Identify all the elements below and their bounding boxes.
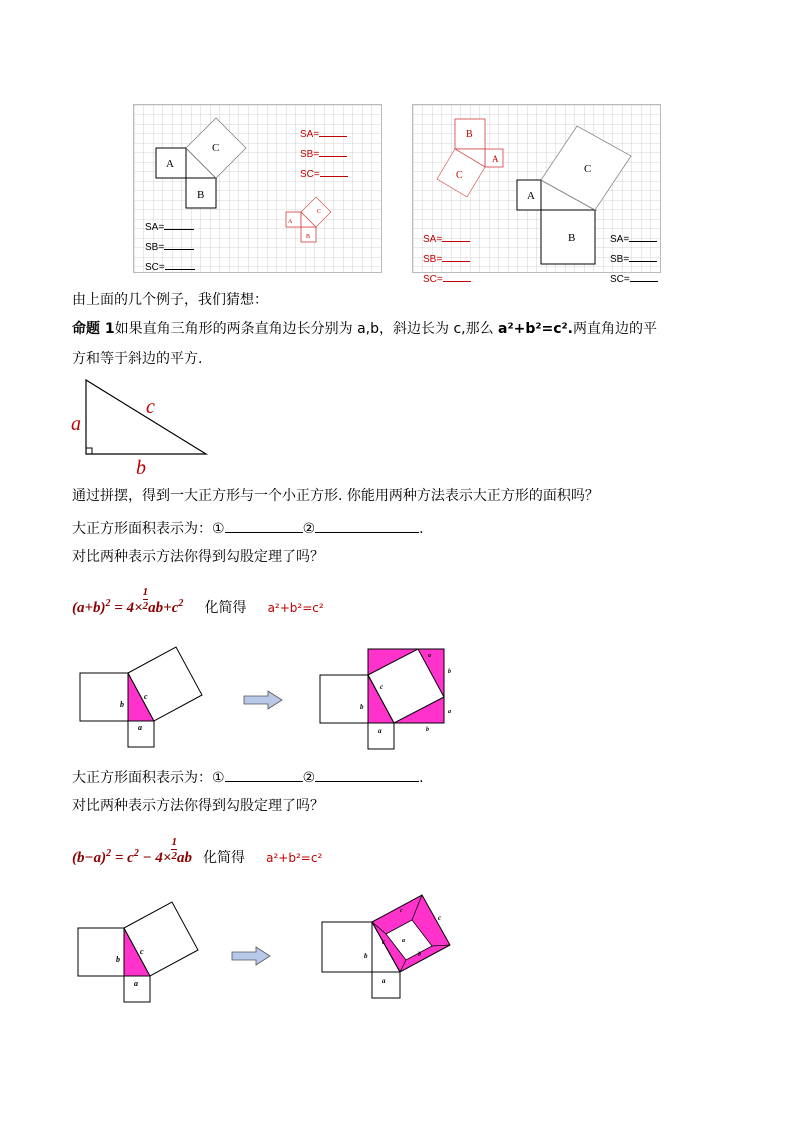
frac-1: $\frac{1}{2}$ [142,586,149,612]
sa-label-3: SA= [610,234,630,245]
fig4-label-a-mid: a [402,938,405,944]
area-list-left-2 [423,227,471,287]
compare-line-2: 对比两种表示方法你得到勾股定理了吗？ [72,798,324,814]
label-B: B [197,189,205,201]
area-list-left [145,215,195,275]
label-A-2: A [527,190,535,202]
proof-figure-1-left [78,641,210,753]
fig4-label-c-left: c [382,938,386,946]
circle-2: ② [302,521,316,537]
sc-label-2: SC= [145,262,165,273]
area-expr-label: 大正方形面积表示为： [72,521,212,537]
tri-label-a: a [71,413,81,435]
sc-label: SC= [300,169,320,180]
sb-label-2: SB= [145,242,165,253]
fig2-label-a-top: a [428,653,431,659]
fig3-label-c: c [140,947,144,956]
proposition-line [72,319,657,339]
blank-2[interactable] [315,518,419,533]
formula-line-1 [72,586,324,622]
tri-label-b: b [136,457,146,478]
period-1: . [419,521,424,537]
fig4-label-c-right: c [438,914,442,922]
sa-label: SA= [300,129,320,140]
red-label-C: C [456,170,463,181]
sc-label-3: SC= [610,274,630,285]
arrow-icon-2 [230,946,272,966]
fig4-label-c-top: c [400,908,403,914]
fig4-label-b: b [364,952,368,960]
prop-tail: 两直角边的平 [573,321,657,337]
formula-1: $(a+b)^2 = 4\times$ [72,598,143,616]
small-label-C: C [317,209,322,215]
simplify-1: 化简得 [204,600,247,616]
label-C: C [212,142,220,154]
area-expression-line [72,518,424,539]
sb-label-4: SB= [423,254,443,265]
formula-line-2 [72,836,322,872]
prop-body: 如果直角三角形的两条直角边长分别为 a,b，斜边长为 c,那么 [114,321,494,337]
fig2-label-b: b [360,703,364,711]
fig2-label-b-right: b [448,669,451,675]
compare-line: 对比两种表示方法你得到勾股定理了吗？ [72,549,324,565]
sc-label-4: SC= [423,274,443,285]
proposition-line-2: 方和等于斜边的平方. [72,351,203,367]
circle-1: ① [212,521,225,537]
fig2-label-c: c [380,683,384,691]
formula-2-tail: ab [176,850,192,866]
fig1-label-b: b [120,700,124,709]
circle-2b: ② [302,770,316,786]
area-list-right [300,122,348,182]
fig2-label-b-bottom: b [426,727,429,733]
area-list-right-2 [610,227,658,287]
red-label-A: A [492,154,499,164]
red-label-B: B [466,129,473,140]
prop-formula: a²+b²=c². [498,321,573,337]
label-C-2: C [584,163,592,175]
fig3-label-a: a [134,979,138,988]
sb-label: SB= [300,149,320,160]
formula-2: $(b-a)^2 = c^2 - 4\times$ [72,848,172,866]
fig2-label-a: a [378,727,382,735]
blank-1[interactable] [225,518,303,533]
fig2-label-a-right: a [448,709,451,715]
proof-figure-1-right [318,643,458,753]
sb-label-3: SB= [610,254,630,265]
result-2: a²+b²=c² [266,851,323,865]
grid-figure-1 [133,104,382,273]
fig1-label-c: c [144,692,148,701]
blank-4[interactable] [315,767,419,782]
fig1-label-a: a [138,723,142,732]
circle-1b: ① [212,770,225,786]
grid-figure-2 [412,104,661,285]
area-expr-label-2: 大正方形面积表示为： [72,770,212,786]
right-triangle-figure [66,374,216,478]
arrow-icon-1 [242,690,284,710]
fig4-label-a: a [382,977,386,985]
fig3-label-b: b [116,955,120,964]
proof-figure-2-right [320,890,460,1008]
fig4-label-b-mid: b [418,952,421,958]
small-label-B: B [306,234,311,240]
period-2: . [419,770,424,786]
area-expression-line-2 [72,767,424,788]
frac-2: $\frac{1}{2}$ [171,836,177,862]
tri-label-c: c [146,396,155,418]
label-B-2: B [568,232,576,244]
sa-label-4: SA= [423,234,443,245]
simplify-2: 化简得 [203,850,246,866]
prop-label: 命题 1 [72,321,115,337]
blank-3[interactable] [225,767,303,782]
proof-figure-2-left [76,898,208,1010]
formula-1-tail: $ab+c^2$ [148,598,184,616]
sa-label-2: SA= [145,222,165,233]
guess-line: 由上面的几个例子，我们猜想： [72,292,268,308]
paragraph-1: 通过拼摆，得到一大正方形与一个小正方形. 你能用两种方法表示大正方形的面积吗？ [72,488,599,504]
label-A: A [166,158,174,170]
result-1: a²+b²=c² [267,601,324,615]
small-label-A: A [288,219,293,225]
